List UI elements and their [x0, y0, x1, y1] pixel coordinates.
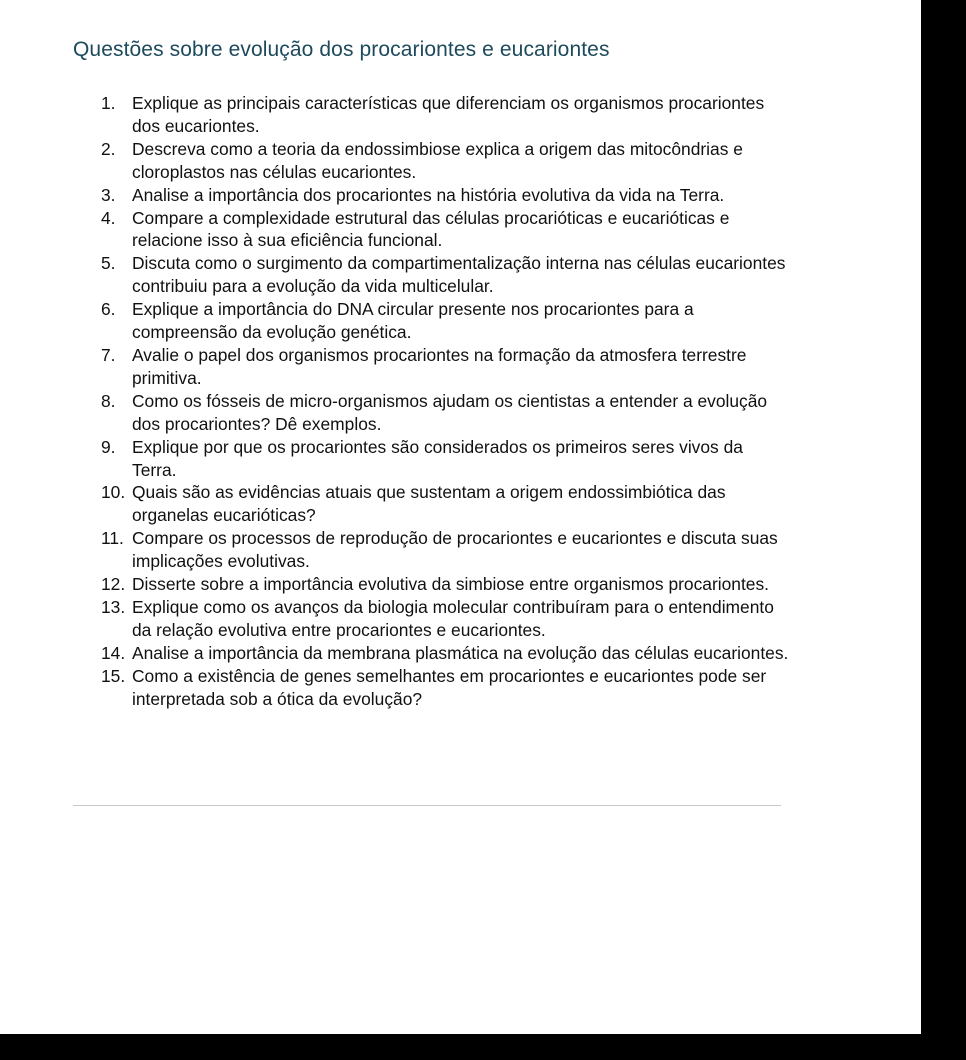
question-item	[101, 665, 791, 711]
question-number: 14.	[101, 642, 126, 663]
question-item	[101, 573, 791, 596]
question-item	[101, 390, 791, 436]
question-item	[101, 138, 791, 184]
question-number: 4.	[101, 207, 116, 228]
question-text: Quais são as evidências atuais que sustentam a origem endossimbiótica das organelas eucarióticas?	[132, 482, 726, 526]
question-number: 3.	[101, 184, 116, 205]
question-item	[101, 92, 791, 138]
question-text: Avalie o papel dos organismos procariontes na formação da atmosfera terrestre primitiva.	[132, 344, 747, 388]
question-number: 12.	[101, 574, 126, 595]
question-list	[101, 92, 791, 710]
question-text: Como os fósseis de micro-organismos ajudam os cientistas a entender a evolução dos procariontes? Dê exemplos.	[132, 390, 768, 434]
question-text: Explique como os avanços da biologia molecular contribuíram para o entendimento da relação evolutiva entre procariontes e eucariontes.	[132, 596, 774, 640]
document-title: Questões sobre evolução dos procariontes e eucariontes	[73, 38, 610, 61]
question-number: 6.	[101, 299, 116, 320]
question-number: 5.	[101, 253, 116, 274]
question-number: 8.	[101, 390, 116, 411]
question-text: Analise a importância dos procariontes na história evolutiva da vida na Terra.	[132, 184, 725, 205]
question-item	[101, 596, 791, 642]
question-text: Explique a importância do DNA circular presente nos procariontes para a compreensão da evolução genética.	[132, 299, 694, 343]
question-number: 15.	[101, 665, 126, 686]
question-number: 2.	[101, 138, 116, 159]
question-item	[101, 344, 791, 390]
question-item	[101, 527, 791, 573]
question-number: 9.	[101, 436, 116, 457]
question-item	[101, 298, 791, 344]
question-text: Compare a complexidade estrutural das células procarióticas e eucarióticas e relacione isso à sua eficiência funcional.	[132, 207, 730, 251]
question-text: Disserte sobre a importância evolutiva da simbiose entre organismos procariontes.	[132, 574, 769, 595]
question-item	[101, 207, 791, 253]
question-text: Compare os processos de reprodução de procariontes e eucariontes e discuta suas implicações evolutivas.	[132, 528, 778, 572]
question-number: 10.	[101, 482, 126, 503]
question-number: 11.	[101, 528, 124, 549]
question-text: Explique as principais características que diferenciam os organismos procariontes dos eucariontes.	[132, 93, 765, 136]
question-item	[101, 252, 791, 298]
question-number: 7.	[101, 344, 116, 365]
question-number: 1.	[101, 93, 116, 113]
horizontal-divider	[73, 805, 781, 806]
question-item	[101, 642, 791, 665]
question-item	[101, 184, 791, 207]
question-item	[101, 481, 791, 527]
question-number: 13.	[101, 596, 126, 617]
question-text: Explique por que os procariontes são considerados os primeiros seres vivos da Terra.	[132, 436, 743, 480]
question-text: Discuta como o surgimento da compartimentalização interna nas células eucariontes contribuiu para a evolução da vida multicelular.	[132, 253, 786, 297]
question-text: Como a existência de genes semelhantes em procariontes e eucariontes pode ser interpretada sob a ótica da evolução?	[132, 665, 767, 709]
question-item	[101, 436, 791, 482]
question-text: Analise a importância da membrana plasmática na evolução das células eucariontes.	[132, 642, 789, 663]
question-text: Descreva como a teoria da endossimbiose explica a origem das mitocôndrias e cloroplastos nas células eucariontes.	[132, 138, 743, 182]
